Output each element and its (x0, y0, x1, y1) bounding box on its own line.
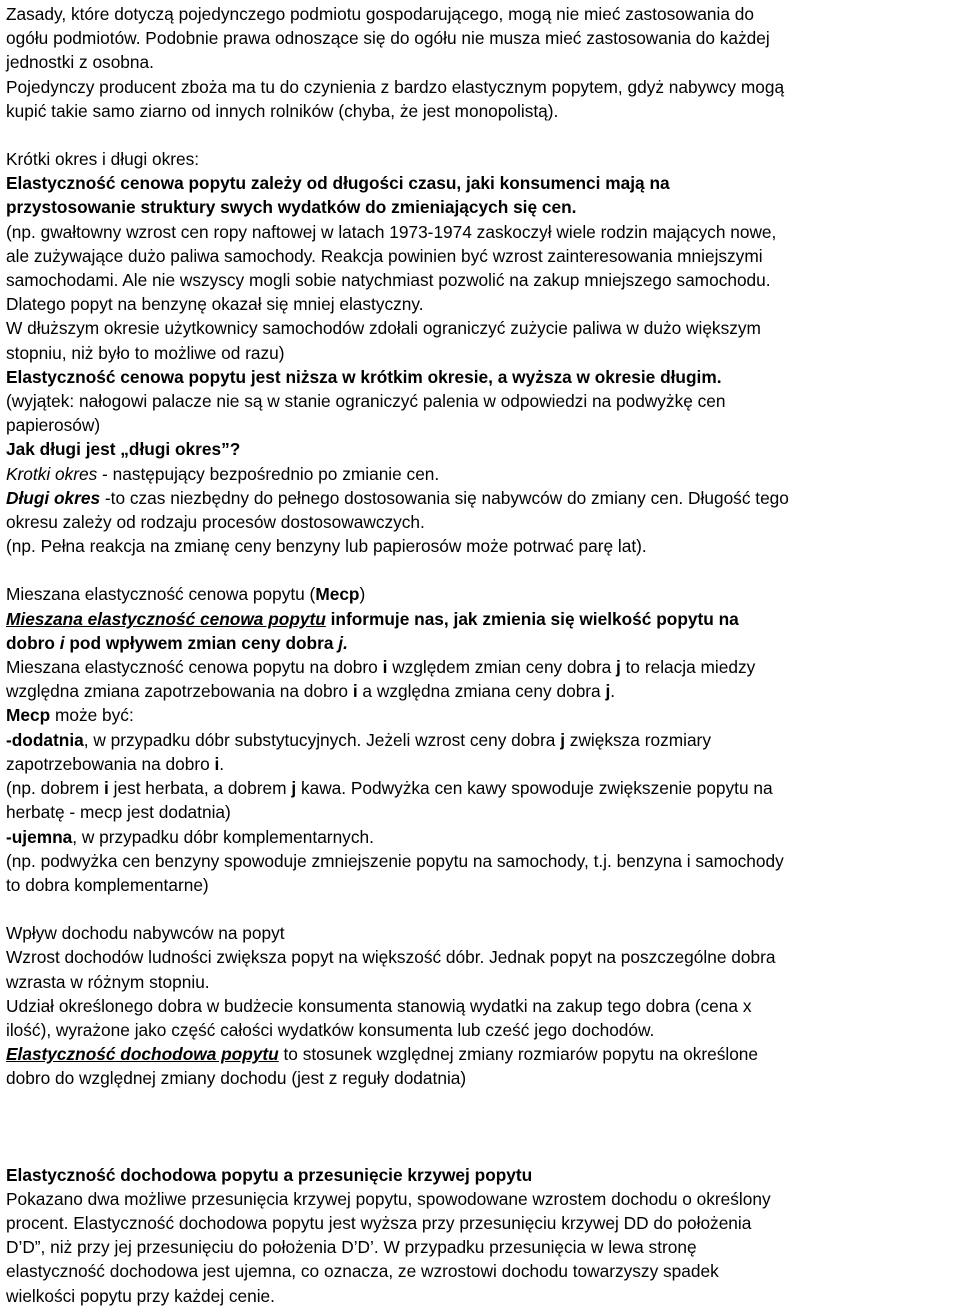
variable-i: i (59, 632, 65, 653)
section-heading: Krótki okres i długi okres: (6, 149, 200, 170)
text-line: ale zużywające dużo paliwa samochody. Reakcja powinien być wzrost zainteresowania mniejszymi (6, 245, 763, 266)
text-line (6, 703, 954, 727)
positive-case-line (6, 728, 954, 752)
text-span: względna zmiana zapotrzebowania na dobro (6, 681, 353, 702)
term-label: Krotki okres (6, 463, 98, 484)
bold-text: Elastyczność cenowa popytu jest niższa w krótkim okresie, a wyższa w okresie długim. (6, 366, 722, 387)
bold-text: przystosowanie struktury swych wydatków do zmieniających się cen. (6, 197, 577, 218)
variable-i: i (103, 778, 109, 799)
intro-paragraph (6, 2, 954, 123)
text-span: a względna zmiana ceny dobra (357, 681, 606, 702)
text-line: dobro do względnej zmiany dochodu (jest z reguły dodatnia) (6, 1068, 467, 1089)
bold-statement-line (6, 195, 954, 219)
variable-i: i (382, 657, 388, 678)
text-span: jest herbata, a dobrem (108, 778, 292, 799)
term-label: Długi okres (6, 487, 101, 508)
text-line: to dobra komplementarne) (6, 874, 209, 895)
heading-text: Elastyczność dochodowa popytu a przesunięcie krzywej popytu (6, 1164, 533, 1185)
text-line: D’D”, niż przy jej przesunięciu do położenia D’D’. W przypadku przesunięcia w lewa stronę (6, 1237, 697, 1258)
section-income-effect (6, 921, 954, 1090)
short-term-definition (6, 462, 954, 486)
text-line: elastyczność dochodowa jest ujemna, co oznacza, ze wzrostowi dochodu towarzyszy spadek (6, 1261, 719, 1282)
section-short-long-term (6, 147, 954, 558)
text-line: Zasady, które dotyczą pojedynczego podmiotu gospodarującego, mogą nie mieć zastosowania do (6, 4, 755, 24)
text-span: , w przypadku dóbr substytucyjnych. Jeżeli wzrost ceny dobra (83, 729, 561, 750)
heading-text: ) (359, 584, 366, 605)
text-span: to stosunek względnej zmiany rozmiarów popytu na określone (278, 1044, 759, 1065)
bold-statement-line (6, 365, 954, 389)
text-line: (np. gwałtowny wzrost cen ropy naftowej w latach 1973-1974 zaskoczył wiele rodzin mających nowe, (6, 221, 777, 242)
bold-text: Elastyczność cenowa popytu zależy od długości czasu, jaki konsumenci mają na (6, 173, 670, 194)
section-heading: Wpływ dochodu nabywców na popyt (6, 923, 285, 944)
text-line: Udział określonego dobra w budżecie konsumenta stanowią wydatki na zakup tego dobra (cena x (6, 995, 752, 1016)
bold-text: dobro (6, 632, 60, 653)
variable-j: j (605, 681, 611, 702)
variable-j: j. (338, 632, 348, 653)
negative-case-line (6, 825, 954, 849)
text-span: może być: (50, 705, 134, 726)
section-heading (6, 582, 954, 606)
text-line: wzrasta w różnym stopniu. (6, 971, 210, 992)
section-demand-shift (6, 1163, 954, 1308)
abbr: Mecp (6, 705, 51, 726)
bold-text: pod wpływem zmian ceny dobra (64, 632, 339, 653)
text-span: . (219, 753, 225, 774)
text-line: okresu zależy od rodzaju procesów dostosowawczych. (6, 512, 425, 533)
definition-line (6, 607, 954, 631)
bold-text: informuje nas, jak zmienia się wielkość popytu na (325, 608, 739, 629)
variable-j: j (560, 729, 565, 750)
text-line: Wzrost dochodów ludności zwiększa popyt na większość dóbr. Jednak popyt na poszczególne dobra (6, 947, 776, 968)
defined-term: Elastyczność dochodowa popytu (6, 1044, 279, 1065)
text-line: ilość), wyrażone jako część całości wydatków konsumenta lub cześć jego dochodów. (6, 1019, 655, 1040)
text-line (6, 679, 954, 703)
text-line (6, 776, 954, 800)
section-heading (6, 1163, 954, 1187)
text-line: samochodami. Ale nie wszyscy mogli sobie natychmiast pozwolić na zakup mniejszego samochodu. (6, 270, 771, 291)
text-line: Pojedynczy producent zboża ma tu do czynienia z bardzo elastycznym popytem, gdyż nabywcy mogą (6, 76, 785, 97)
text-span: . (610, 681, 616, 702)
variable-i: i (214, 753, 220, 774)
variable-i: i (352, 681, 358, 702)
text-span: zwiększa rozmiary (565, 729, 711, 750)
section-mixed-elasticity (6, 582, 954, 897)
text-span: , w przypadku dóbr komplementarnych. (72, 826, 374, 847)
text-line: (np. Pełna reakcja na zmianę ceny benzyny lub papierosów może potrwać parę lat). (6, 536, 647, 557)
defined-term: Mieszana elastyczność cenowa popytu (6, 608, 326, 629)
text-span: (np. dobrem (6, 778, 104, 799)
text-line: ogółu podmiotów. Podobnie prawa odnoszące się do ogółu nie musza mieć zastosowania do każdej (6, 28, 770, 49)
heading-text: Mieszana elastyczność cenowa popytu ( (6, 584, 316, 605)
text-line: procent. Elastyczność dochodowa popytu jest wyższa przy przesunięciu krzywej DD do położenia (6, 1212, 752, 1233)
text-line: wielkości popytu przy każdej cenie. (6, 1285, 275, 1306)
text-line: kupić takie samo ziarno od innych rolników (chyba, że jest monopolistą). (6, 100, 559, 121)
bold-statement-line (6, 171, 954, 195)
definition-text: - następujący bezpośrednio po zmianie cen. (97, 463, 440, 484)
text-line (6, 655, 954, 679)
text-span: względem zmian ceny dobra (387, 657, 616, 678)
text-line: (np. podwyżka cen benzyny spowoduje zmniejszenie popytu na samochody, t.j. benzyna i samochody (6, 850, 784, 871)
question-text: Jak długi jest „długi okres”? (6, 439, 241, 460)
long-term-definition (6, 486, 954, 510)
text-line: herbatę - mecp jest dodatnia) (6, 802, 231, 823)
case-label: -ujemna (6, 826, 73, 847)
text-span: kawa. Podwyżka cen kawy spowoduje zwiększenie popytu na (296, 778, 773, 799)
text-line: (wyjątek: nałogowi palacze nie są w stanie ograniczyć palenia w odpowiedzi na podwyżkę cen (6, 391, 726, 412)
text-line: W dłuższym okresie użytkownicy samochodów zdołali ograniczyć zużycie paliwa w dużo większym (6, 318, 761, 339)
text-span: zapotrzebowania na dobro (6, 753, 215, 774)
definition-line (6, 631, 954, 655)
question-line (6, 437, 954, 461)
text-line (6, 752, 954, 776)
text-line: Dlatego popyt na benzynę okazał się mniej elastyczny. (6, 294, 424, 315)
definition-text: -to czas niezbędny do pełnego dostosowania się nabywców do zmiany cen. Długość tego (100, 487, 789, 508)
text-line: Pokazano dwa możliwe przesunięcia krzywej popytu, spowodowane wzrostem dochodu o określony (6, 1188, 771, 1209)
text-span: Mieszana elastyczność cenowa popytu na dobro (6, 657, 383, 678)
text-line: stopniu, niż było to możliwe od razu) (6, 342, 285, 363)
heading-abbr: Mecp (315, 584, 360, 605)
case-label: -dodatnia (6, 729, 84, 750)
text-span: to relacja miedzy (620, 657, 756, 678)
text-line: jednostki z osobna. (6, 52, 154, 73)
variable-j: j (291, 778, 297, 799)
variable-j: j (616, 657, 621, 678)
definition-line (6, 1042, 954, 1066)
text-line: papierosów) (6, 415, 101, 436)
